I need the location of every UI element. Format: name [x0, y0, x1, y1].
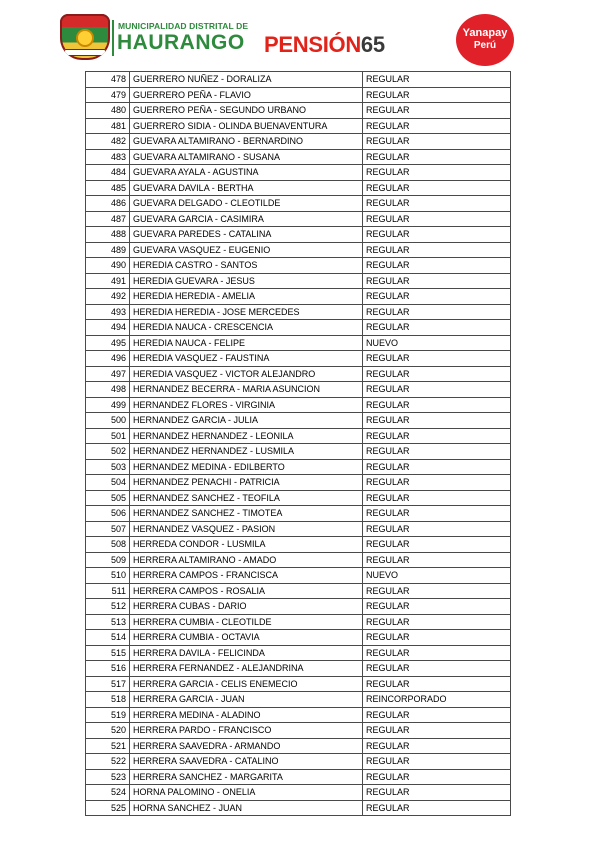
beneficiary-status: REGULAR — [363, 800, 511, 816]
beneficiary-name: HEREDIA NAUCA - FELIPE — [130, 335, 363, 351]
row-number: 499 — [86, 397, 130, 413]
table-row — [86, 785, 511, 801]
beneficiary-name: GUEVARA ALTAMIRANO - SUSANA — [130, 149, 363, 165]
beneficiary-status: REGULAR — [363, 630, 511, 646]
beneficiary-name: HEREDIA HEREDIA - JOSE MERCEDES — [130, 304, 363, 320]
row-number: 515 — [86, 645, 130, 661]
beneficiary-name: HERNANDEZ SANCHEZ - TIMOTEA — [130, 506, 363, 522]
table-row — [86, 366, 511, 382]
table-row — [86, 738, 511, 754]
table-row — [86, 134, 511, 150]
table-row — [86, 630, 511, 646]
municipality-crest-icon — [60, 14, 110, 60]
beneficiary-status: REGULAR — [363, 196, 511, 212]
beneficiary-status: REGULAR — [363, 351, 511, 367]
table-row — [86, 707, 511, 723]
beneficiary-status: NUEVO — [363, 568, 511, 584]
row-number: 480 — [86, 103, 130, 119]
row-number: 514 — [86, 630, 130, 646]
row-number: 523 — [86, 769, 130, 785]
beneficiary-name: HERRERA CUBAS - DARIO — [130, 599, 363, 615]
yanapay-logo-line2: Perú — [473, 40, 497, 51]
beneficiary-status: REGULAR — [363, 165, 511, 181]
beneficiary-name: HERRERA CUMBIA - OCTAVIA — [130, 630, 363, 646]
table-row — [86, 444, 511, 460]
row-number: 484 — [86, 165, 130, 181]
row-number: 509 — [86, 552, 130, 568]
pension65-logo — [264, 32, 385, 58]
beneficiary-status: REGULAR — [363, 211, 511, 227]
row-number: 517 — [86, 676, 130, 692]
row-number: 489 — [86, 242, 130, 258]
row-number: 491 — [86, 273, 130, 289]
beneficiary-status: REGULAR — [363, 273, 511, 289]
table-row — [86, 676, 511, 692]
beneficiary-name: GUERRERO NUÑEZ - DORALIZA — [130, 72, 363, 88]
table-row — [86, 428, 511, 444]
beneficiary-status: REGULAR — [363, 320, 511, 336]
table-row — [86, 552, 511, 568]
municipality-label: MUNICIPALIDAD DISTRITAL DE — [118, 21, 249, 31]
municipality-divider — [112, 20, 114, 56]
beneficiary-name: HEREDIA VASQUEZ - VICTOR ALEJANDRO — [130, 366, 363, 382]
table-row — [86, 599, 511, 615]
beneficiary-name: GUEVARA DELGADO - CLEOTILDE — [130, 196, 363, 212]
table-row — [86, 180, 511, 196]
beneficiary-name: HEREDIA VASQUEZ - FAUSTINA — [130, 351, 363, 367]
row-number: 485 — [86, 180, 130, 196]
beneficiary-name: HERNANDEZ HERNANDEZ - LEONILA — [130, 428, 363, 444]
row-number: 493 — [86, 304, 130, 320]
row-number: 503 — [86, 459, 130, 475]
beneficiary-table — [85, 71, 511, 816]
table-row — [86, 273, 511, 289]
table-row — [86, 769, 511, 785]
beneficiary-name: HERRERA SAAVEDRA - CATALINO — [130, 754, 363, 770]
beneficiary-name: HERRERA CAMPOS - FRANCISCA — [130, 568, 363, 584]
row-number: 519 — [86, 707, 130, 723]
table-row — [86, 227, 511, 243]
table-row — [86, 87, 511, 103]
beneficiary-status: REGULAR — [363, 366, 511, 382]
row-number: 494 — [86, 320, 130, 336]
beneficiary-name: HORNA PALOMINO - ONELIA — [130, 785, 363, 801]
beneficiary-name: HERRERA FERNANDEZ - ALEJANDRINA — [130, 661, 363, 677]
table-row — [86, 506, 511, 522]
beneficiary-name: GUEVARA AYALA - AGUSTINA — [130, 165, 363, 181]
beneficiary-status: REGULAR — [363, 738, 511, 754]
beneficiary-name: HERNANDEZ VASQUEZ - PASION — [130, 521, 363, 537]
table-row — [86, 645, 511, 661]
table-row — [86, 351, 511, 367]
row-number: 525 — [86, 800, 130, 816]
table-row — [86, 754, 511, 770]
beneficiary-status: REGULAR — [363, 118, 511, 134]
row-number: 478 — [86, 72, 130, 88]
row-number: 500 — [86, 413, 130, 429]
row-number: 512 — [86, 599, 130, 615]
beneficiary-status: REGULAR — [363, 103, 511, 119]
beneficiary-name: HERRERA ALTAMIRANO - AMADO — [130, 552, 363, 568]
row-number: 486 — [86, 196, 130, 212]
row-number: 487 — [86, 211, 130, 227]
table-row — [86, 320, 511, 336]
table-row — [86, 103, 511, 119]
beneficiary-name: HERRERA CUMBIA - CLEOTILDE — [130, 614, 363, 630]
beneficiary-name: HERRERA SAAVEDRA - ARMANDO — [130, 738, 363, 754]
table-row — [86, 537, 511, 553]
row-number: 522 — [86, 754, 130, 770]
beneficiary-status: REGULAR — [363, 785, 511, 801]
beneficiary-name: HERRERA CAMPOS - ROSALIA — [130, 583, 363, 599]
page-header — [0, 0, 595, 70]
table-row — [86, 475, 511, 491]
beneficiary-status: REGULAR — [363, 614, 511, 630]
row-number: 483 — [86, 149, 130, 165]
row-number: 513 — [86, 614, 130, 630]
beneficiary-name: GUEVARA DAVILA - BERTHA — [130, 180, 363, 196]
table-row — [86, 149, 511, 165]
beneficiary-status: REGULAR — [363, 723, 511, 739]
beneficiary-name: HERNANDEZ MEDINA - EDILBERTO — [130, 459, 363, 475]
table-row — [86, 568, 511, 584]
table-row — [86, 289, 511, 305]
table-row — [86, 692, 511, 708]
beneficiary-name: HERNANDEZ GARCIA - JULIA — [130, 413, 363, 429]
beneficiary-status: REGULAR — [363, 506, 511, 522]
beneficiary-status: REGULAR — [363, 227, 511, 243]
yanapay-peru-logo — [456, 14, 514, 66]
crest-ribbon-icon — [64, 49, 106, 56]
beneficiary-status: REGULAR — [363, 242, 511, 258]
beneficiary-status: REGULAR — [363, 413, 511, 429]
row-number: 504 — [86, 475, 130, 491]
beneficiary-status: REGULAR — [363, 149, 511, 165]
beneficiary-status: REGULAR — [363, 459, 511, 475]
row-number: 479 — [86, 87, 130, 103]
table-row — [86, 397, 511, 413]
beneficiary-name: HEREDIA GUEVARA - JESUS — [130, 273, 363, 289]
table-row — [86, 413, 511, 429]
beneficiary-status: REGULAR — [363, 72, 511, 88]
yanapay-logo-line1: Yanapay — [462, 27, 508, 39]
beneficiary-name: GUEVARA PAREDES - CATALINA — [130, 227, 363, 243]
beneficiary-status: REGULAR — [363, 661, 511, 677]
beneficiary-status: REGULAR — [363, 645, 511, 661]
beneficiary-status: REGULAR — [363, 258, 511, 274]
table-row — [86, 165, 511, 181]
row-number: 497 — [86, 366, 130, 382]
table-row — [86, 800, 511, 816]
table-row — [86, 661, 511, 677]
beneficiary-name: GUERRERO SIDIA - OLINDA BUENAVENTURA — [130, 118, 363, 134]
beneficiary-name: HERRERA DAVILA - FELICINDA — [130, 645, 363, 661]
row-number: 501 — [86, 428, 130, 444]
beneficiary-name: HEREDIA CASTRO - SANTOS — [130, 258, 363, 274]
beneficiary-status: REGULAR — [363, 180, 511, 196]
crest-sun-icon — [78, 31, 92, 45]
beneficiary-name: HERRERA GARCIA - JUAN — [130, 692, 363, 708]
pension65-word: PENSIÓN — [264, 32, 361, 57]
table-row — [86, 583, 511, 599]
beneficiary-name: HERREDA CONDOR - LUSMILA — [130, 537, 363, 553]
beneficiary-status: REGULAR — [363, 397, 511, 413]
row-number: 518 — [86, 692, 130, 708]
row-number: 520 — [86, 723, 130, 739]
municipality-name: HAURANGO — [117, 31, 245, 54]
row-number: 507 — [86, 521, 130, 537]
beneficiary-name: HERRERA PARDO - FRANCISCO — [130, 723, 363, 739]
table-row — [86, 304, 511, 320]
row-number: 508 — [86, 537, 130, 553]
beneficiary-name: HERRERA MEDINA - ALADINO — [130, 707, 363, 723]
row-number: 510 — [86, 568, 130, 584]
beneficiary-status: REGULAR — [363, 769, 511, 785]
table-row — [86, 521, 511, 537]
table-row — [86, 211, 511, 227]
beneficiary-status: REGULAR — [363, 676, 511, 692]
row-number: 502 — [86, 444, 130, 460]
beneficiary-name: HERNANDEZ BECERRA - MARIA ASUNCION — [130, 382, 363, 398]
beneficiary-status: REGULAR — [363, 87, 511, 103]
beneficiary-status: REGULAR — [363, 583, 511, 599]
row-number: 498 — [86, 382, 130, 398]
row-number: 481 — [86, 118, 130, 134]
beneficiary-status: REGULAR — [363, 521, 511, 537]
beneficiary-name: HERNANDEZ FLORES - VIRGINIA — [130, 397, 363, 413]
beneficiary-name: GUERRERO PEÑA - FLAVIO — [130, 87, 363, 103]
beneficiary-status: REGULAR — [363, 475, 511, 491]
beneficiary-status: REGULAR — [363, 599, 511, 615]
table-row — [86, 614, 511, 630]
beneficiary-status: REGULAR — [363, 490, 511, 506]
row-number: 516 — [86, 661, 130, 677]
table-row — [86, 72, 511, 88]
table-row — [86, 382, 511, 398]
table-row — [86, 335, 511, 351]
beneficiary-name: HEREDIA NAUCA - CRESCENCIA — [130, 320, 363, 336]
row-number: 488 — [86, 227, 130, 243]
beneficiary-status: REGULAR — [363, 707, 511, 723]
beneficiary-status: REINCORPORADO — [363, 692, 511, 708]
row-number: 490 — [86, 258, 130, 274]
row-number: 506 — [86, 506, 130, 522]
beneficiary-name: HERNANDEZ PENACHI - PATRICIA — [130, 475, 363, 491]
row-number: 521 — [86, 738, 130, 754]
beneficiary-status: REGULAR — [363, 444, 511, 460]
row-number: 524 — [86, 785, 130, 801]
beneficiary-status: REGULAR — [363, 552, 511, 568]
beneficiary-status: REGULAR — [363, 428, 511, 444]
table-row — [86, 118, 511, 134]
beneficiary-name: HERNANDEZ HERNANDEZ - LUSMILA — [130, 444, 363, 460]
beneficiary-name: HORNA SANCHEZ - JUAN — [130, 800, 363, 816]
beneficiary-name: HEREDIA HEREDIA - AMELIA — [130, 289, 363, 305]
beneficiary-name: HERRERA GARCIA - CELIS ENEMECIO — [130, 676, 363, 692]
beneficiary-table-body — [86, 72, 511, 816]
row-number: 492 — [86, 289, 130, 305]
table-row — [86, 258, 511, 274]
row-number: 511 — [86, 583, 130, 599]
beneficiary-status: REGULAR — [363, 304, 511, 320]
beneficiary-status: REGULAR — [363, 537, 511, 553]
beneficiary-status: REGULAR — [363, 754, 511, 770]
table-row — [86, 723, 511, 739]
row-number: 505 — [86, 490, 130, 506]
row-number: 495 — [86, 335, 130, 351]
pension65-number: 65 — [360, 32, 385, 57]
beneficiary-name: GUEVARA ALTAMIRANO - BERNARDINO — [130, 134, 363, 150]
row-number: 496 — [86, 351, 130, 367]
table-row — [86, 242, 511, 258]
table-row — [86, 196, 511, 212]
beneficiary-name: GUEVARA GARCIA - CASIMIRA — [130, 211, 363, 227]
beneficiary-name: GUEVARA VASQUEZ - EUGENIO — [130, 242, 363, 258]
beneficiary-status: REGULAR — [363, 289, 511, 305]
beneficiary-status: REGULAR — [363, 134, 511, 150]
beneficiary-status: REGULAR — [363, 382, 511, 398]
beneficiary-name: HERRERA SANCHEZ - MARGARITA — [130, 769, 363, 785]
beneficiary-name: HERNANDEZ SANCHEZ - TEOFILA — [130, 490, 363, 506]
table-row — [86, 459, 511, 475]
row-number: 482 — [86, 134, 130, 150]
beneficiary-name: GUERRERO PEÑA - SEGUNDO URBANO — [130, 103, 363, 119]
beneficiary-status: NUEVO — [363, 335, 511, 351]
table-row — [86, 490, 511, 506]
